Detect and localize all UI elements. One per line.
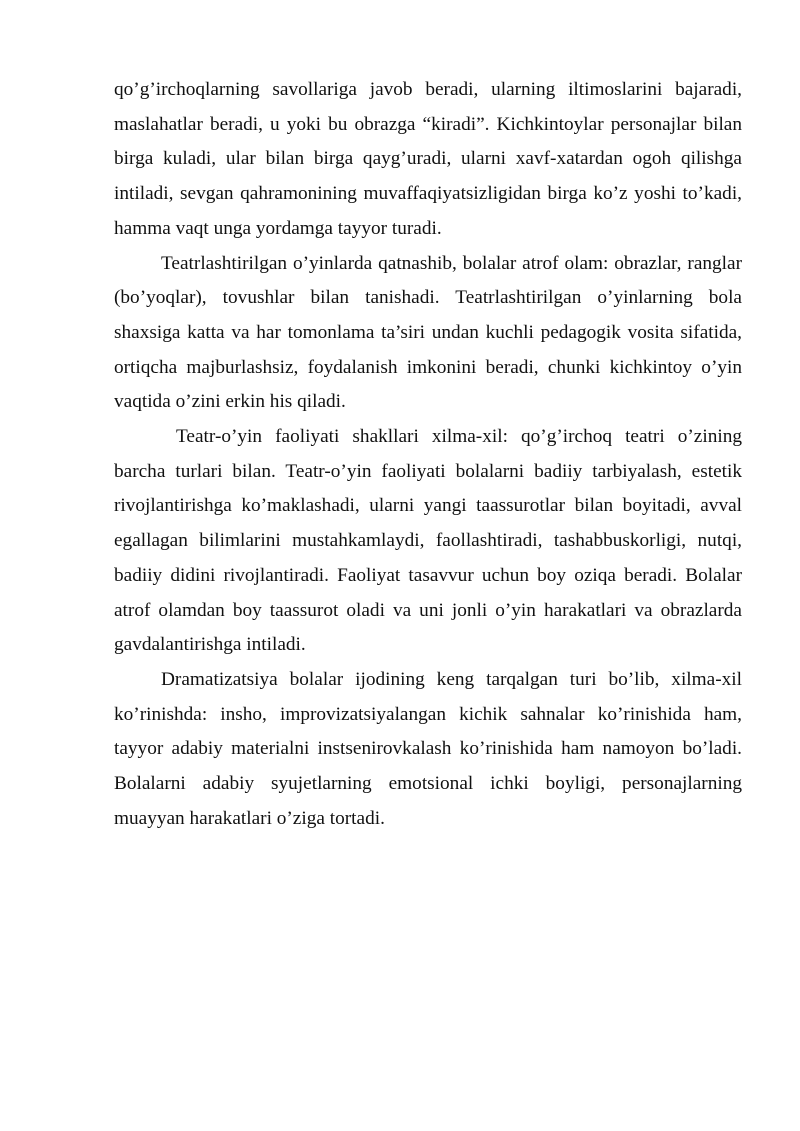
document-page xyxy=(114,73,742,836)
paragraph-1: qo’g’irchoqlarning savollariga javob beradi, ularning iltimoslarini bajaradi, maslahatlar beradi, u yoki bu obrazga “kiradi”. Kichkintoylar personajlar bilan birga kuladi, ular bilan birga qayg’uradi, ularni xavf-xatardan ogoh qilishga intiladi, sevgan qahramonining muvaffaqiyatsizligidan birga ko’z yoshi to’kadi, hamma vaqt unga yordamga tayyor turadi. xyxy=(114,79,742,239)
paragraph-4: Dramatizatsiya bolalar ijodining keng tarqalgan turi bo’lib, xilma-xil ko’rinishda: insho, improvizatsiyalangan kichik sahnalar ko’rinishida ham, tayyor adabiy materialni instsenirovkalash ko’rinishida ham namoyon bo’ladi. Bolalarni adabiy syujetlarning emotsional ichki boyligi, personajlarning muayyan harakatlari o’ziga tortadi. xyxy=(114,668,742,829)
paragraph-2: Teatrlashtirilgan o’yinlarda qatnashib, bolalar atrof olam: obrazlar, ranglar (bo’yoqlar), tovushlar bilan tanishadi. Teatrlashtirilgan o’yinlarning bola shaxsiga katta va har tomonlama ta’siri undan kuchli pedagogik vosita sifatida, ortiqcha majburlashsiz, foydalanish imkonini beradi, chunki kichkintoy o’yin vaqtida o’zini erkin his qiladi. xyxy=(114,252,742,413)
paragraph-3: Teatr-o’yin faoliyati shakllari xilma-xil: qo’g’irchoq teatri o’zining barcha turlari bilan. Teatr-o’yin faoliyati bolalarni badiiy tarbiyalash, estetik rivojlantirishga ko’maklashadi, ularni yangi taassurotlar bilan boyitadi, avval egallagan bilimlarini mustahkamlaydi, faollashtiradi, tashabbuskorligi, nutqi, badiiy didini rivojlantiradi. Faoliyat tasavvur uchun boy oziqa beradi. Bolalar atrof olamdan boy taassurot oladi va uni jonli o’yin harakatlari va obrazlarda gavdalantirishga intiladi. xyxy=(114,426,742,656)
